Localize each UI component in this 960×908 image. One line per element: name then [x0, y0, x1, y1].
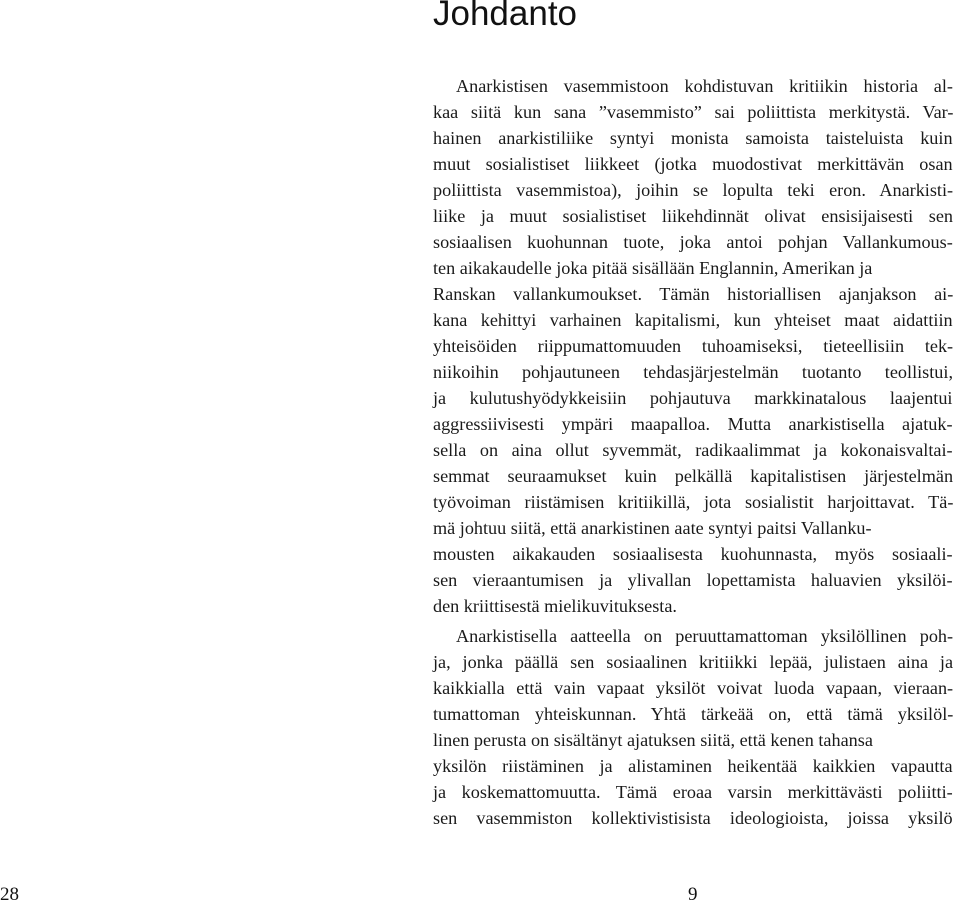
text-line: sen vasemmiston kollektivistisista ideologioista, joissa yksilö [433, 808, 953, 828]
text-line: aggressiivisesti ympäri maapalloa. Mutta anarkistisella ajatuk- [433, 414, 953, 434]
text-line: työvoiman riistämisen kritiikillä, jota sosialistit harjoittavat. Tä- [433, 492, 954, 512]
text-line: den kriittisestä mielikuvituksesta. [433, 596, 677, 616]
text-line: kana kehittyi varhainen kapitalismi, kun yhteiset maat aidattiin [433, 310, 953, 330]
page-title: Johdanto [433, 0, 578, 33]
text-line: sella on aina ollut syvemmät, radikaalimmat ja kokonaisvaltai- [433, 440, 953, 460]
page-number-right: 9 [688, 884, 698, 905]
text-line: sen vieraantumisen ja ylivallan lopettamista haluavien yksilöi- [433, 570, 953, 590]
text-line: linen perusta on sisältänyt ajatuksen siitä, että kenen tahansa [433, 730, 873, 750]
text-line: poliittista vasemmistoa), joihin se lopulta teki eron. Anarkisti- [433, 180, 954, 200]
text-line: mousten aikakauden sosiaalisesta kuohunnasta, myös sosiaali- [433, 544, 953, 564]
text-line: tumattoman yhteiskunnan. Yhtä tärkeää on, että tämä yksilöl- [433, 704, 954, 724]
text-line: ten aikakaudelle joka pitää sisällään Englannin, Amerikan ja [433, 258, 873, 278]
text-line: liike ja muut sosialistiset liikehdinnät olivat ensisijaisesti sen [433, 206, 954, 226]
text-line: mä johtuu siitä, että anarkistinen aate syntyi paitsi Vallanku- [433, 518, 872, 538]
text-line: ja kulutushyödykkeisiin pohjautuva markkinatalous laajentui [433, 388, 953, 408]
text-line: yhteisöiden riippumattomuuden tuhoamiseksi, tieteellisiin tek- [433, 336, 954, 356]
text-line: sosiaalisen kuohunnan tuote, joka antoi pohjan Vallankumous- [433, 232, 953, 252]
text-line: ja, jonka päällä sen sosiaalinen kritiikki lepää, julistaen aina ja [433, 652, 954, 672]
text-line: niikoihin pohjautuneen tehdasjärjestelmän tuotanto teollistui, [433, 362, 953, 382]
text-line: muut sosialistiset liikkeet (jotka muodostivat merkittävän osan [433, 154, 953, 174]
text-line: semmat seuraamukset kuin pelkällä kapitalistisen järjestelmän [433, 466, 954, 486]
text-line: yksilön riistäminen ja alistaminen heikentää kaikkien vapautta [433, 756, 953, 776]
text-line: hainen anarkistiliike syntyi monista samoista taisteluista kuin [433, 128, 953, 148]
text-line: Ranskan vallankumoukset. Tämän historiallisen ajanjakson ai- [433, 284, 954, 304]
text-line: Anarkistisella aatteella on peruuttamattoman yksilöllinen poh- [456, 626, 954, 646]
text-line: kaa siitä kun sana ”vasemmisto” sai poliittista merkitystä. Var- [433, 102, 954, 122]
text-line: kaikkialla että vain vapaat yksilöt voivat luoda vapaan, vieraan- [433, 678, 954, 698]
text-line: ja koskemattomuutta. Tämä eroaa varsin merkittävästi poliitti- [433, 782, 953, 802]
text-line: Anarkistisen vasemmistoon kohdistuvan kritiikin historia al- [456, 76, 953, 96]
page-number-left: 28 [0, 884, 19, 905]
